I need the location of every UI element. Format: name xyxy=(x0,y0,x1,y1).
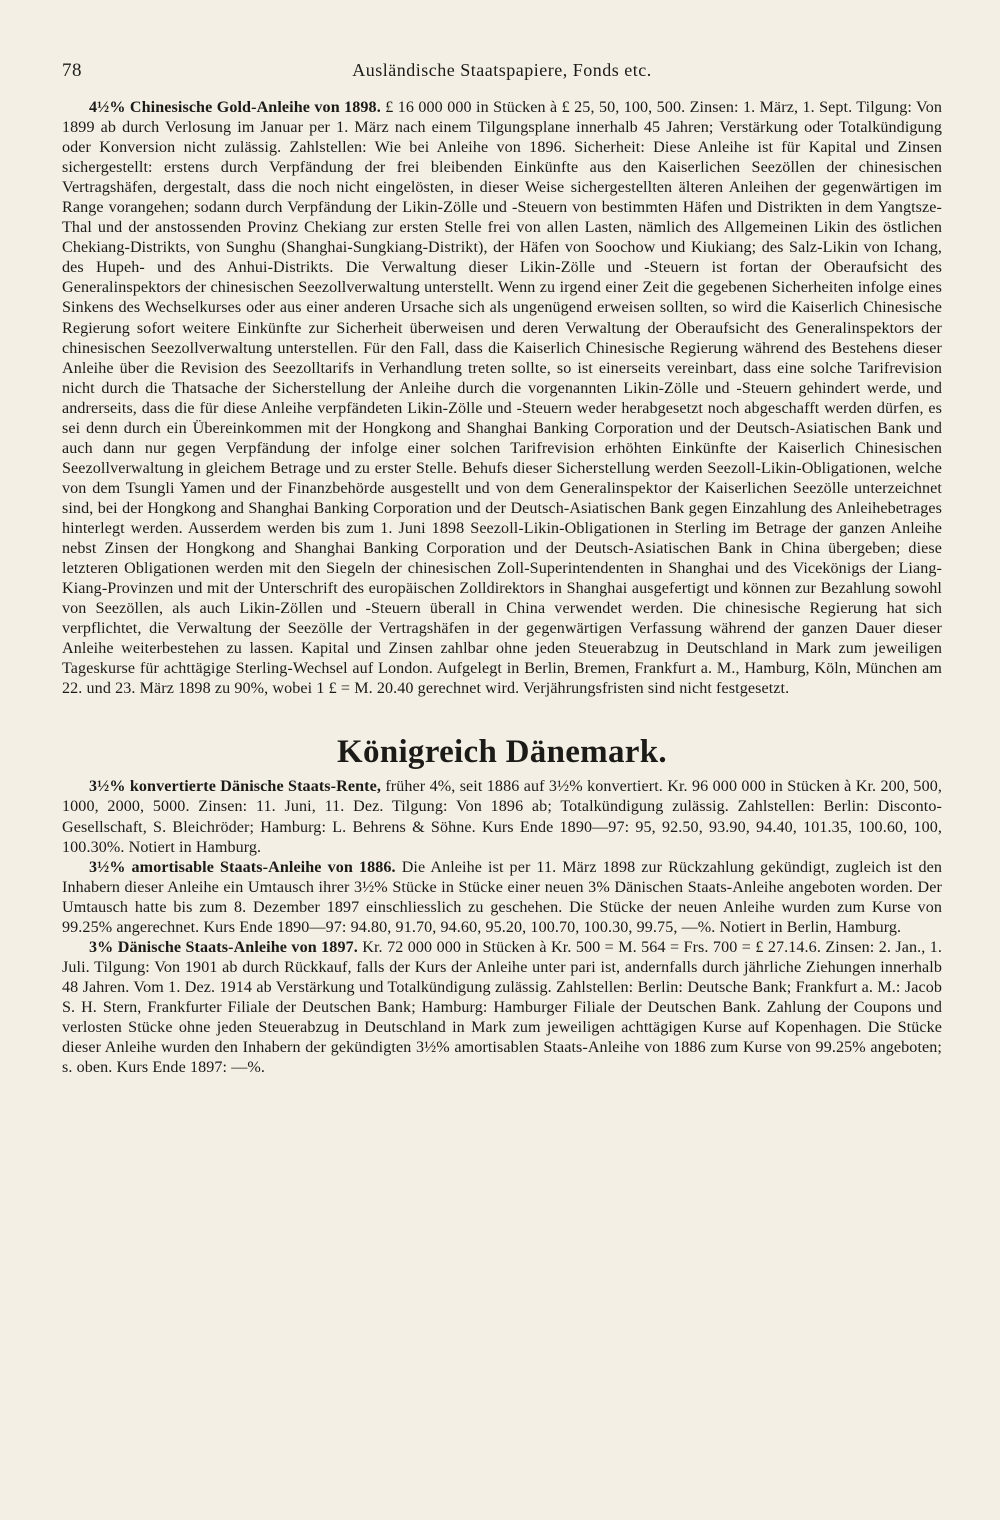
section-title-denmark: Königreich Dänemark. xyxy=(337,734,667,771)
running-head xyxy=(62,58,942,88)
entry-text: £ 16 000 000 in Stücken à £ 25, 50, 100, 500. Zinsen: 1. März, 1. Sept. Tilgung: Von 1899 ab durch Verlosung im Januar per 1. März nach einem Tilgungsplane innerhalb 45 Jahren; Verstärkung oder Totalkündigung oder Konversion nicht zulässig. Zahlstellen: Wie bei Anleihe von 1896. Sicherheit: Diese Anleihe ist für Kapital und Zinsen sichergestellt: erstens durch Verpfändung der frei bleibenden Einkünfte aus den Kaiserlichen Seezöllen der chinesischen Vertragshäfen, dergestalt, dass die noch nicht eingelösten, in dieser Weise sichergestellten älteren Anleihen der gegenwärtigen im Range vorangehen; sodann durch Verpfändung der Likin-Zölle und -Steuern von bestimmten Häfen und Distrikten in dem Yangtsze-Thal und der anstossenden Provinz Chekiang zur ersten Stelle frei von allen Lasten, nämlich des Allgemeinen Likin des östlichen Chekiang-Distrikts, von Sunghu (Shanghai-Sungkiang-Distrikt), der Häfen von Soochow und Kiukiang; des Salz-Likin von Ichang, des Hupeh- und des Anhui-Distrikts. Die Verwaltung dieser Likin-Zölle und -Steuern ist fortan der Oberaufsicht des Generalinspektors der chinesischen Seezollverwaltung unterstellt. Wenn zu irgend einer Zeit die gegebenen Sicherheiten infolge eines Sinkens des Wechselkurses oder aus einer anderen Ursache sich als ungenügend erweisen sollten, so wird die Kaiserlich Chinesische Regierung sofort weitere Einkünfte zur Sicherheit überweisen und deren Verwaltung der Oberaufsicht des Generalinspektors der chinesischen Seezollverwaltung unterstellen. Für den Fall, dass die Kaiserlich Chinesische Regierung während des Bestehens dieser Anleihe über die Revision des Seezolltarifs in Verhandlung treten sollte, so ist einerseits vereinbart, dass eine solche Tarifrevision nicht durch die Thatsache der Sicherstellung der Anleihe durch die vorgenannten Likin-Zölle und -Steuern gehindert werde, und andrerseits, dass die für diese Anleihe verpfändeten Likin-Zölle und -Steuern weder herabgesetzt noch abgeschafft werden dürfen, es sei denn durch ein Übereinkommen mit der Hongkong and Shanghai Banking Corporation und der Deutsch-Asiatischen Bank und auch dann nur gegen Verpfändung der infolge einer solchen Tarifrevision erhöhten Einkünfte der Kaiserlich Chinesischen Seezollverwaltung in gleichem Betrage und zu erster Stelle. Behufs dieser Sicherstellung werden Seezoll-Likin-Obligationen, welche von dem Tsungli Yamen und der Finanzbehörde ausgestellt und von dem Generalinspektor der Kaiserlichen Seezölle unterzeichnet sind, bei der Hongkong and Shanghai Banking Corporation und der Deutsch-Asiatischen Bank gegen Einzahlung des Anleihebetrages hinterlegt werden. Ausserdem werden bis zum 1. Juni 1898 Seezoll-Likin-Obligationen in Sterling im Betrage der ganzen Anleihe nebst Zinsen der Hongkong and Shanghai Banking Corporation und der Deutsch-Asiatischen Bank in China übergeben; diese letzteren Obligationen werden mit den Siegeln der chinesischen Zoll-Superintendenten in Shanghai und des Vicekönigs der Liang-Kiang-Provinzen und mit der Unterschrift des europäischen Zolldirektors in Shanghai ausgefertigt und können zur Bezahlung sowohl von Seezöllen, als auch Likin-Zöllen und -Steuern überall in China verwendet werden. Die chinesische Regierung hat sich verpflichtet, die Verwaltung der Seezölle der Vertragshäfen in der gegenwärtigen Verfassung während der ganzen Dauer dieser Anleihe weiterbestehen zu lassen. Kapital und Zinsen zahlbar ohne jeden Steuerabzug in Deutschland in Mark zum jeweiligen Tageskurse für achttägige Sterling-Wechsel auf London. Aufgelegt in Berlin, Bremen, Frankfurt a. M., Hamburg, Köln, München am 22. und 23. März 1898 zu 90%, wobei 1 £ = M. 20.40 gerechnet wird. Verjährungsfristen sind nicht festgesetzt. xyxy=(62,99,942,698)
danish-staats-anleihe-1897-entry xyxy=(62,938,942,1078)
entry-heading: 3½% amortisable Staats-Anleihe von 1886. xyxy=(89,858,396,876)
entry-heading: 4½% Chinesische Gold-Anleihe von 1898. xyxy=(89,99,381,116)
entry-heading: 3½% konvertierte Dänische Staats-Rente, xyxy=(89,778,381,796)
entry-text: Die Anleihe ist per 11. März 1898 zur Rückzahlung gekündigt, zugleich ist den Inhabern dieser Anleihe ein Umtausch ihrer 3½% Stücke in Stücke einer neuen 3% Dänischen Staats-Anleihe angeboten worden. Der Umtausch hatte bis zum 8. Dezember 1897 einschliesslich zu geschehen. Die Stücke der neuen Anleihe wurden zum Kurse von 99.25% angerechnet. Kurs Ende 1890—97: 94.80, 91.70, 94.60, 95.20, 100.70, 100.30, 99.75, —%. Notiert in Berlin, Hamburg. xyxy=(62,858,943,936)
page-number: 78 xyxy=(62,60,82,81)
entry-text: Kr. 72 000 000 in Stücken à Kr. 500 = M. 564 = Frs. 700 = £ 27.14.6. Zinsen: 2. Jan., 1. Juli. Tilgung: Von 1901 ab durch Rückkauf, falls der Kurs der Anleihe unter pari ist, andernfalls durch jährliche Ziehungen innerhalb 48 Jahren. Vom 1. Dez. 1914 ab Verstärkung und Totalkündigung zulässig. Zahlstellen: Berlin: Deutsche Bank; Frankfurt a. M.: Jacob S. H. Stern, Frankfurter Filiale der Deutschen Bank; Hamburg: Hamburger Filiale der Deutschen Bank. Zahlung der Coupons und verlosten Stücke ohne jeden Steuerabzug in Deutschland in Mark zum jeweiligen achttägigen Kurse auf Kopenhagen. Die Stücke dieser Anleihe wurden den Inhabern der gekündigten 3½% amortisablen Staats-Anleihe von 1886 zum Kurse von 99.25% angeboten; s. oben. Kurs Ende 1897: —%. xyxy=(62,938,942,1077)
running-title: Ausländische Staatspapiere, Fonds etc. xyxy=(352,60,652,80)
entry-heading: 3% Dänische Staats-Anleihe von 1897. xyxy=(89,938,358,956)
danish-amortisable-1886-entry xyxy=(62,858,942,938)
danish-konvertierte-rente-entry xyxy=(62,777,942,857)
page xyxy=(62,58,942,1078)
entry-text: früher 4%, seit 1886 auf 3½% konvertiert. Kr. 96 000 000 in Stücken à Kr. 200, 500, 1000, 2000, 5000. Zinsen: 11. Juni, 11. Dez. Tilgung: Von 1896 ab; Totalkündigung zulässig. Zahlstellen: Berlin: Disconto-Gesellschaft, S. Bleichröder; Hamburg: L. Behrens & Söhne. Kurs Ende 1890—97: 95, 92.50, 93.90, 94.40, 101.35, 100.60, 100, 100.30%. Notiert in Hamburg. xyxy=(62,778,942,856)
chinese-gold-loan-1898-entry xyxy=(62,98,942,699)
